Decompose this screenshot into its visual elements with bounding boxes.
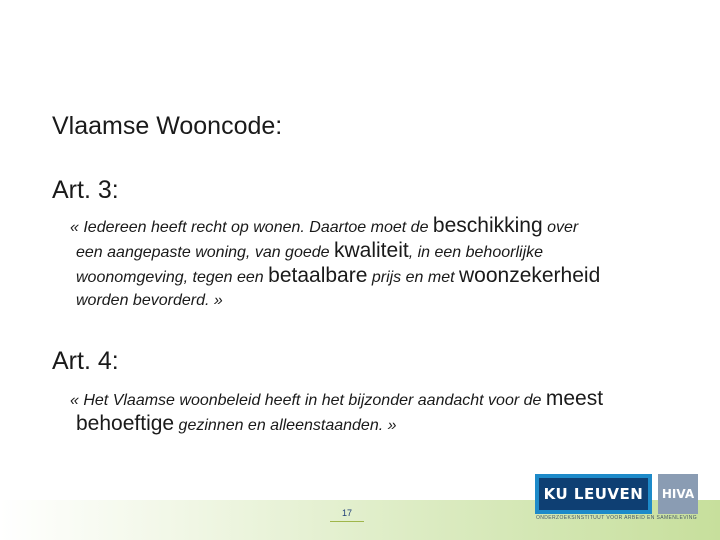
ku-leuven-logo xyxy=(535,474,652,514)
quote-text: woonomgeving, tegen een xyxy=(76,269,269,286)
quote-text: een aangepaste woning, van goede xyxy=(76,244,334,261)
keyword-beschikking: beschikking xyxy=(432,214,543,237)
article-4-quote xyxy=(70,387,603,437)
logo-subtitle: ONDERZOEKSINSTITUUT VOOR ARBEID EN SAMENLEVING xyxy=(535,515,698,521)
page-number: 17 xyxy=(341,508,352,518)
quote-text: gezinnen en alleenstaanden. » xyxy=(174,417,397,434)
quote-text: « Het Vlaamse woonbeleid heeft in het bijzonder aandacht voor de xyxy=(70,392,546,409)
keyword-betaalbare: betaalbare xyxy=(268,264,368,287)
page-number-rule xyxy=(330,521,364,522)
keyword-meest: meest xyxy=(545,387,604,410)
quote-text: « Iedereen heeft recht op wonen. Daartoe moet de xyxy=(70,219,433,236)
article-3-line-3 xyxy=(76,264,600,289)
quote-text: over xyxy=(542,219,579,236)
slide-title: Vlaamse Wooncode: xyxy=(52,112,283,140)
article-3-quote xyxy=(70,214,600,312)
article-4-heading: Art. 4: xyxy=(52,347,119,375)
keyword-kwaliteit: kwaliteit xyxy=(334,239,409,262)
quote-text: , in een behoorlijke xyxy=(408,244,544,261)
article-3-line-4: worden bevorderd. » xyxy=(76,292,223,309)
article-3-line-1 xyxy=(70,214,600,239)
article-4-line-1 xyxy=(70,387,603,412)
hiva-logo: HIVA xyxy=(658,474,698,514)
article-4-line-2 xyxy=(76,412,603,437)
ku-leuven-logo-text: KU LEUVEN xyxy=(539,478,648,510)
keyword-woonzekerheid: woonzekerheid xyxy=(458,264,601,287)
article-3-line-2 xyxy=(76,239,600,264)
quote-text: prijs en met xyxy=(367,269,459,286)
keyword-behoeftige: behoeftige xyxy=(76,412,175,435)
article-3-heading: Art. 3: xyxy=(52,176,119,204)
